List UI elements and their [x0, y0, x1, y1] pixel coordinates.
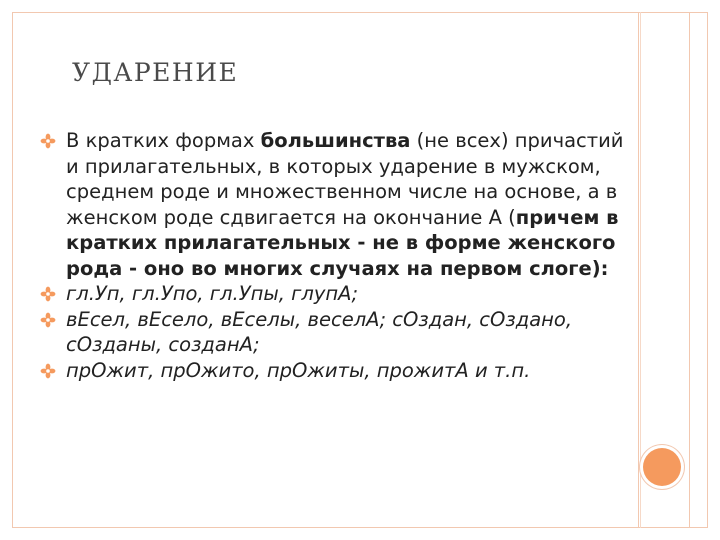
bullet-list — [40, 128, 630, 383]
decorative-circle — [643, 448, 681, 486]
rule-text-bold-2: причем в кратких прилагательных - не в форме женского рода - оно во многих случаях на первом слоге): — [66, 205, 619, 280]
flower-bullet-icon — [40, 286, 56, 302]
bullet-item-example-3 — [40, 358, 630, 384]
rule-text-2: (не всех) причастий и прилагательных, в которых ударение в мужском, среднем роде и множественном числе на основе, а в женском роде сдвигается на окончание А ( — [66, 129, 624, 229]
rule-text-1: В кратких формах — [66, 129, 261, 152]
side-decoration-inner-line — [640, 12, 645, 528]
bullet-item-example-1 — [40, 281, 630, 307]
example-text-1: гл.Уп, гл.Упо, гл.Упы, глупА; — [66, 282, 359, 305]
flower-bullet-icon — [40, 363, 56, 379]
slide-title: УДАРЕНИЕ — [72, 58, 239, 87]
bullet-item-example-2 — [40, 307, 630, 358]
flower-bullet-icon — [40, 312, 56, 328]
example-text-3: прОжит, прОжито, прОжиты, прожитА и т.п. — [66, 358, 531, 382]
rule-text-bold-1: большинства — [260, 129, 411, 152]
example-text-2: вЕсел, вЕсело, вЕселы, веселА; сОздан, сОздано, сОзданы, созданА; — [66, 307, 573, 356]
bullet-item-rule — [40, 128, 630, 281]
flower-bullet-icon — [40, 133, 56, 149]
